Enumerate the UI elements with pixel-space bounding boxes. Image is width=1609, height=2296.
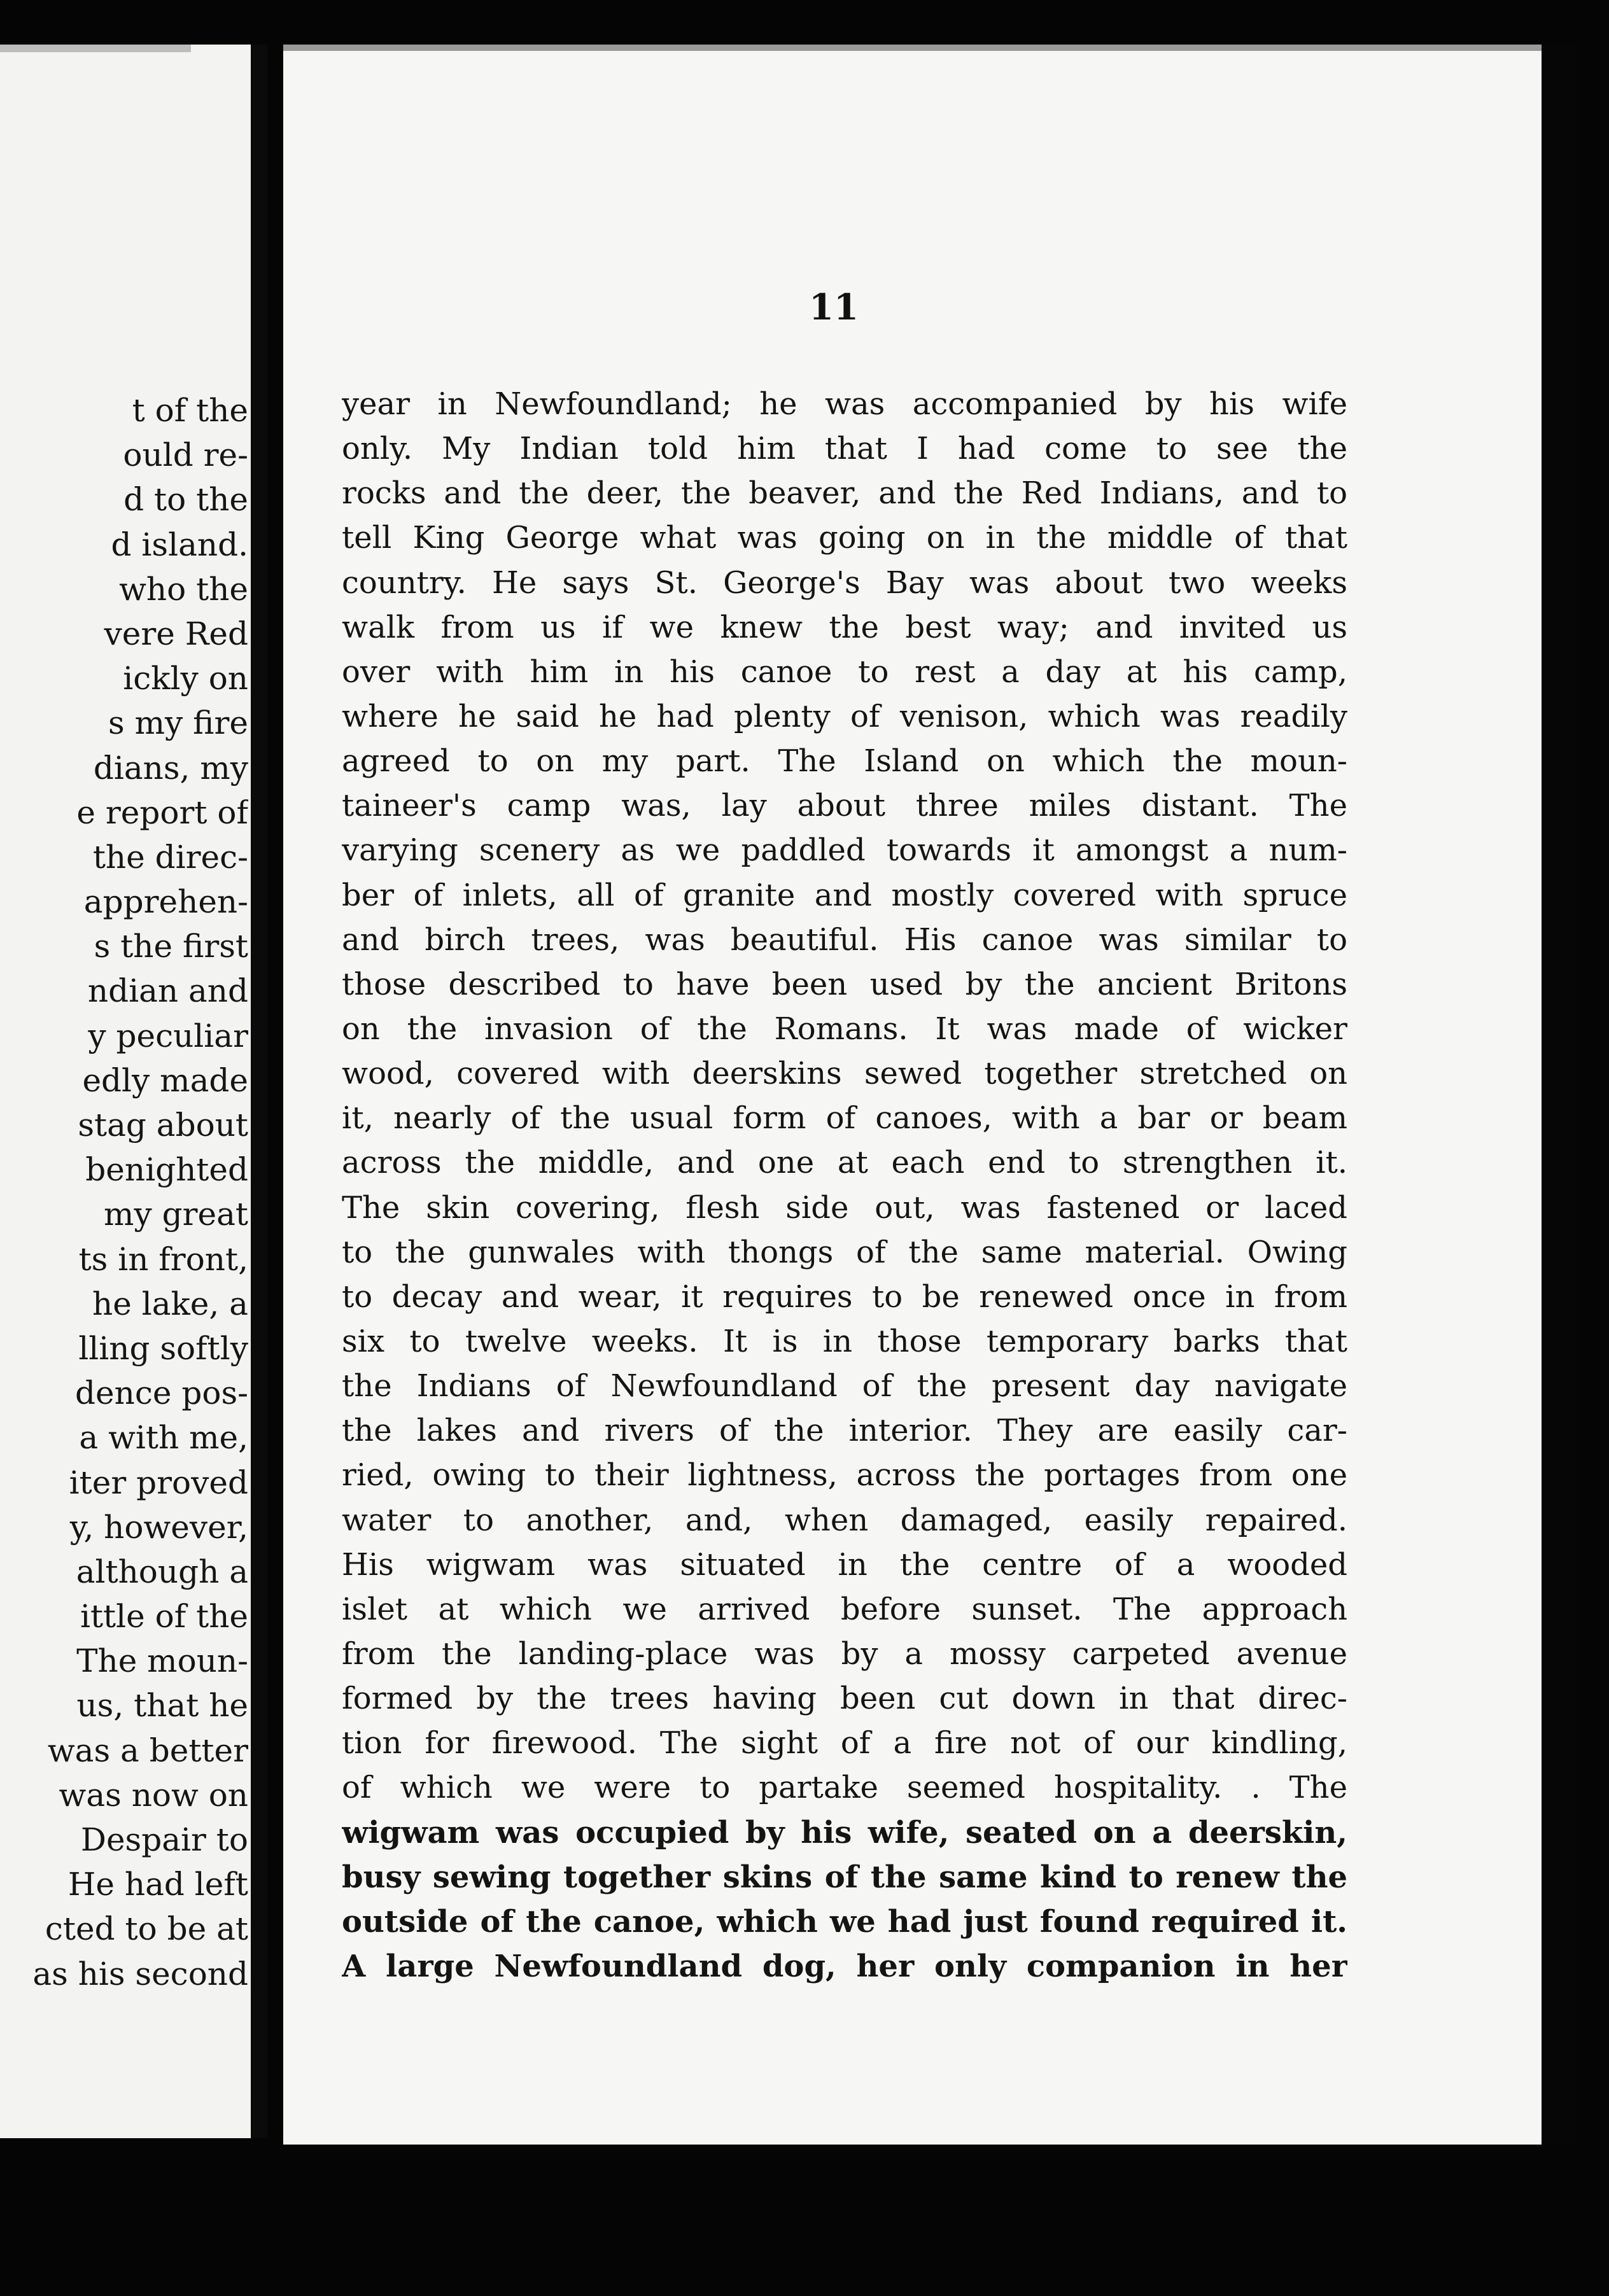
text-line: ber of inlets, all of granite and mostly covered with spruce — [342, 877, 1347, 913]
text-line: year in Newfoundland; he was accompanied by his wife — [342, 386, 1347, 422]
left-line: y, however, — [69, 1508, 248, 1546]
text-line: agreed to on my part. The Island on which the moun- — [342, 743, 1347, 780]
text-line: from the landing-place was by a mossy carpeted avenue — [342, 1635, 1347, 1672]
text-line: across the middle, and one at each end to strengthen it. — [342, 1145, 1347, 1181]
text-line: country. He says St. George's Bay was about two weeks — [342, 564, 1347, 601]
left-line: e report of — [76, 794, 248, 831]
text-line: only. My Indian told him that I had come to see the — [342, 431, 1347, 467]
left-line: t of the — [132, 392, 248, 429]
text-line: taineer's camp was, lay about three miles distant. The — [342, 788, 1347, 824]
text-line: tion for firewood. The sight of a fire not of our kindling, — [342, 1725, 1347, 1761]
left-line: stag about — [78, 1107, 248, 1144]
text-line: water to another, and, when damaged, easily repaired. — [342, 1502, 1347, 1538]
left-line: ts in front, — [78, 1240, 248, 1278]
text-line: of which we were to partake seemed hospitality. . The — [342, 1770, 1347, 1806]
left-line: d island. — [111, 526, 248, 563]
left-line: ndian and — [87, 972, 248, 1010]
text-line: busy sewing together skins of the same kind to renew the — [342, 1859, 1347, 1895]
text-line: rocks and the deer, the beaver, and the Red Indians, and to — [342, 475, 1347, 512]
body-text — [342, 382, 1347, 1989]
text-line: wigwam was occupied by his wife, seated on a deerskin, — [342, 1814, 1347, 1851]
left-line: dians, my — [93, 749, 248, 787]
left-line: the direc- — [92, 838, 248, 876]
left-line: us, that he — [76, 1687, 248, 1725]
text-line: ried, owing to their lightness, across the portages from one — [342, 1457, 1347, 1494]
left-line: he lake, a — [92, 1285, 248, 1322]
left-line: dence pos- — [75, 1375, 248, 1412]
text-line: tell King George what was going on in the middle of that — [342, 520, 1347, 556]
left-line: iter proved — [69, 1464, 248, 1501]
left-line: cted to be at — [45, 1910, 248, 1948]
text-line: wood, covered with deerskins sewed together stretched on — [342, 1056, 1347, 1092]
left-line: although a — [76, 1553, 248, 1590]
left-line: who the — [119, 570, 248, 608]
left-line: benighted — [85, 1151, 248, 1189]
left-line: ickly on — [123, 660, 248, 697]
left-line: was now on — [59, 1776, 248, 1814]
text-line: A large Newfoundland dog, her only companion in her — [342, 1948, 1347, 1984]
left-line: my great — [104, 1196, 248, 1233]
text-line: The skin covering, flesh side out, was fastened or laced — [342, 1189, 1347, 1226]
book-gutter — [251, 45, 267, 2138]
current-page — [283, 45, 1575, 2145]
page-number: 11 — [809, 286, 859, 328]
left-line: apprehen- — [83, 883, 248, 921]
text-line: on the invasion of the Romans. It was made of wicker — [342, 1011, 1347, 1047]
text-line: it, nearly of the usual form of canoes, with a bar or beam — [342, 1100, 1347, 1137]
text-line: where he said he had plenty of venison, which was readily — [342, 698, 1347, 734]
text-line: outside of the canoe, which we had just found required it. — [342, 1903, 1347, 1940]
text-line: and birch trees, was beautiful. His canoe was similar to — [342, 921, 1347, 958]
left-line: was a better — [47, 1732, 248, 1769]
text-line: islet at which we arrived before sunset. The approach — [342, 1591, 1347, 1627]
left-line: ould re- — [123, 437, 248, 474]
text-line: six to twelve weeks. It is in those temporary barks that — [342, 1323, 1347, 1359]
text-line: walk from us if we knew the best way; and invited us — [342, 609, 1347, 645]
left-line: Despair to — [80, 1821, 248, 1858]
previous-page-fragment — [0, 45, 267, 2138]
left-line: The moun- — [76, 1642, 248, 1680]
left-line: ittle of the — [80, 1598, 248, 1635]
left-line: y peculiar — [88, 1017, 248, 1054]
left-line: d to the — [123, 481, 248, 519]
text-line: varying scenery as we paddled towards it amongst a num- — [342, 832, 1347, 869]
left-line: s the first — [94, 928, 248, 965]
page-edge — [0, 45, 191, 52]
text-line: to the gunwales with thongs of the same material. Owing — [342, 1234, 1347, 1270]
text-line: over with him in his canoe to rest a day at his camp, — [342, 654, 1347, 690]
left-line: s my fire — [108, 704, 248, 742]
left-line: edly made — [82, 1061, 248, 1099]
left-line: as his second — [32, 1955, 248, 1992]
text-line: to decay and wear, it requires to be renewed once in from — [342, 1278, 1347, 1315]
text-line: formed by the trees having been cut down in that direc- — [342, 1681, 1347, 1717]
page-edge — [283, 45, 1575, 51]
left-line: vere Red — [104, 615, 248, 652]
page-shadow — [1542, 45, 1575, 2145]
left-line: a with me, — [79, 1419, 248, 1457]
text-line: His wigwam was situated in the centre of a wooded — [342, 1546, 1347, 1583]
text-line: the Indians of Newfoundland of the present day navigate — [342, 1368, 1347, 1404]
text-line: the lakes and rivers of the interior. They are easily car- — [342, 1413, 1347, 1449]
text-line: those described to have been used by the ancient Britons — [342, 966, 1347, 1002]
left-line: lling softly — [78, 1329, 248, 1367]
previous-page-text — [0, 388, 248, 1996]
left-line: He had left — [67, 1866, 248, 1903]
